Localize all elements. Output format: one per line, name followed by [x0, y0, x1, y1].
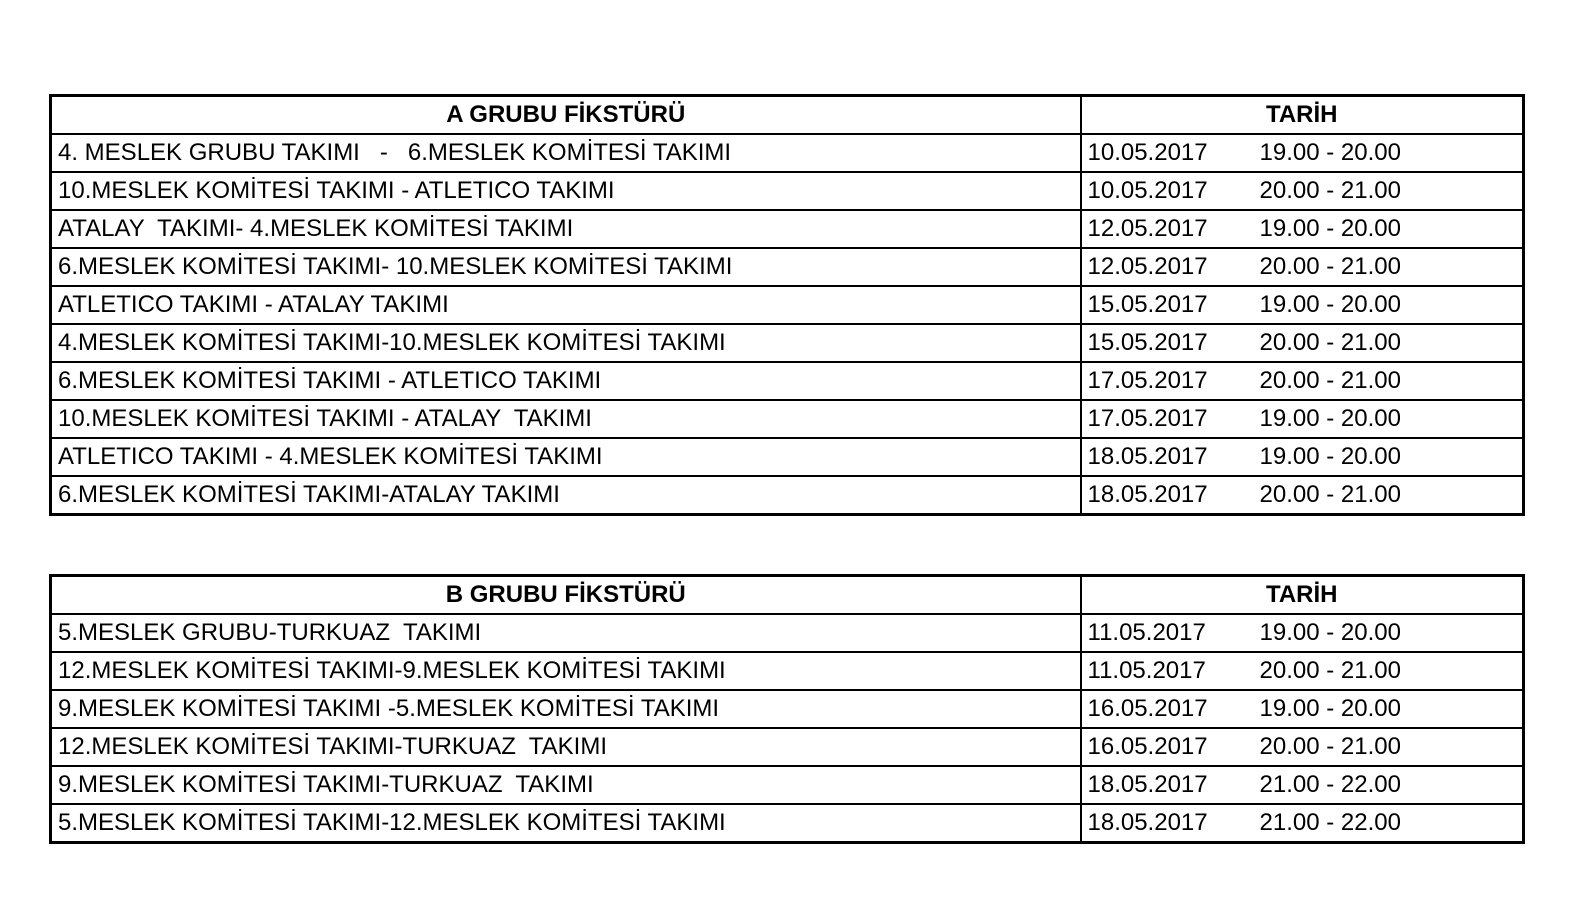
group-b-date-header: TARİH: [1081, 576, 1524, 615]
match-time: 19.00 - 20.00: [1259, 291, 1401, 318]
table-row: [51, 476, 1524, 515]
table-row: [51, 286, 1524, 324]
date-cell: [1081, 652, 1524, 690]
match-date: 11.05.2017: [1087, 657, 1206, 684]
match-date: 17.05.2017: [1087, 405, 1208, 432]
match-cell: 10.MESLEK KOMİTESİ TAKIMI - ATLETICO TAKIMI: [51, 172, 1081, 210]
match-time: 19.00 - 20.00: [1259, 695, 1401, 722]
date-cell: [1081, 690, 1524, 728]
group-a-title: A GRUBU FİKSTÜRÜ: [51, 96, 1081, 135]
date-cell: [1081, 362, 1524, 400]
date-cell: [1081, 172, 1524, 210]
match-date: 17.05.2017: [1087, 367, 1208, 394]
date-cell: [1081, 438, 1524, 476]
match-date: 15.05.2017: [1087, 291, 1208, 318]
match-time: 20.00 - 21.00: [1259, 733, 1401, 760]
date-cell: [1081, 728, 1524, 766]
match-time: 20.00 - 21.00: [1259, 481, 1401, 508]
date-cell: [1081, 286, 1524, 324]
date-cell: [1081, 614, 1524, 652]
table-row: [51, 438, 1524, 476]
match-date: 18.05.2017: [1087, 481, 1208, 508]
match-time: 20.00 - 21.00: [1259, 329, 1401, 356]
table-row: [51, 210, 1524, 248]
match-date: 16.05.2017: [1087, 695, 1208, 722]
match-cell: 9.MESLEK KOMİTESİ TAKIMI-TURKUAZ TAKIMI: [51, 766, 1081, 804]
match-date: 12.05.2017: [1087, 215, 1208, 242]
match-cell: 5.MESLEK KOMİTESİ TAKIMI-12.MESLEK KOMİTESİ TAKIMI: [51, 804, 1081, 843]
table-row: [51, 324, 1524, 362]
table-header-row: [51, 96, 1524, 135]
table-row: [51, 728, 1524, 766]
match-date: 12.05.2017: [1087, 253, 1208, 280]
match-date: 10.05.2017: [1087, 177, 1208, 204]
match-cell: 12.MESLEK KOMİTESİ TAKIMI-TURKUAZ TAKIMI: [51, 728, 1081, 766]
match-cell: 6.MESLEK KOMİTESİ TAKIMI-ATALAY TAKIMI: [51, 476, 1081, 515]
match-cell: 4. MESLEK GRUBU TAKIMI - 6.MESLEK KOMİTESİ TAKIMI: [51, 134, 1081, 172]
match-date: 18.05.2017: [1087, 443, 1208, 470]
table-row: [51, 690, 1524, 728]
match-cell: 5.MESLEK GRUBU-TURKUAZ TAKIMI: [51, 614, 1081, 652]
table-row: [51, 172, 1524, 210]
group-a-rows: [51, 134, 1524, 515]
match-time: 21.00 - 22.00: [1259, 771, 1401, 798]
match-time: 19.00 - 20.00: [1259, 443, 1401, 470]
date-cell: [1081, 400, 1524, 438]
match-time: 19.00 - 20.00: [1259, 215, 1401, 242]
group-b-fixture-table: [49, 574, 1525, 844]
table-header-row: [51, 576, 1524, 615]
match-cell: 9.MESLEK KOMİTESİ TAKIMI -5.MESLEK KOMİTESİ TAKIMI: [51, 690, 1081, 728]
match-cell: ATLETICO TAKIMI - 4.MESLEK KOMİTESİ TAKIMI: [51, 438, 1081, 476]
table-row: [51, 766, 1524, 804]
match-cell: 10.MESLEK KOMİTESİ TAKIMI - ATALAY TAKIMI: [51, 400, 1081, 438]
table-row: [51, 362, 1524, 400]
match-time: 19.00 - 20.00: [1259, 619, 1401, 646]
date-cell: [1081, 134, 1524, 172]
table-row: [51, 804, 1524, 843]
table-row: [51, 248, 1524, 286]
match-date: 16.05.2017: [1087, 733, 1208, 760]
date-cell: [1081, 766, 1524, 804]
match-time: 20.00 - 21.00: [1259, 177, 1401, 204]
match-time: 19.00 - 20.00: [1259, 405, 1401, 432]
table-row: [51, 400, 1524, 438]
match-cell: ATALAY TAKIMI- 4.MESLEK KOMİTESİ TAKIMI: [51, 210, 1081, 248]
table-row: [51, 614, 1524, 652]
date-cell: [1081, 248, 1524, 286]
table-row: [51, 134, 1524, 172]
group-a-fixture-table: [49, 94, 1525, 516]
match-time: 20.00 - 21.00: [1259, 367, 1401, 394]
match-cell: 12.MESLEK KOMİTESİ TAKIMI-9.MESLEK KOMİTESİ TAKIMI: [51, 652, 1081, 690]
match-cell: 4.MESLEK KOMİTESİ TAKIMI-10.MESLEK KOMİTESİ TAKIMI: [51, 324, 1081, 362]
group-a-date-header: TARİH: [1081, 96, 1524, 135]
match-time: 21.00 - 22.00: [1259, 809, 1401, 836]
match-date: 10.05.2017: [1087, 139, 1208, 166]
date-cell: [1081, 210, 1524, 248]
table-row: [51, 652, 1524, 690]
match-date: 18.05.2017: [1087, 771, 1208, 798]
match-date: 15.05.2017: [1087, 329, 1208, 356]
match-cell: 6.MESLEK KOMİTESİ TAKIMI - ATLETICO TAKIMI: [51, 362, 1081, 400]
match-time: 19.00 - 20.00: [1259, 139, 1401, 166]
match-cell: ATLETICO TAKIMI - ATALAY TAKIMI: [51, 286, 1081, 324]
match-cell: 6.MESLEK KOMİTESİ TAKIMI- 10.MESLEK KOMİTESİ TAKIMI: [51, 248, 1081, 286]
group-b-title: B GRUBU FİKSTÜRÜ: [51, 576, 1081, 615]
date-cell: [1081, 324, 1524, 362]
match-time: 20.00 - 21.00: [1259, 657, 1401, 684]
match-time: 20.00 - 21.00: [1259, 253, 1401, 280]
group-b-rows: [51, 614, 1524, 843]
match-date: 11.05.2017: [1087, 619, 1206, 646]
date-cell: [1081, 804, 1524, 843]
date-cell: [1081, 476, 1524, 515]
match-date: 18.05.2017: [1087, 809, 1208, 836]
